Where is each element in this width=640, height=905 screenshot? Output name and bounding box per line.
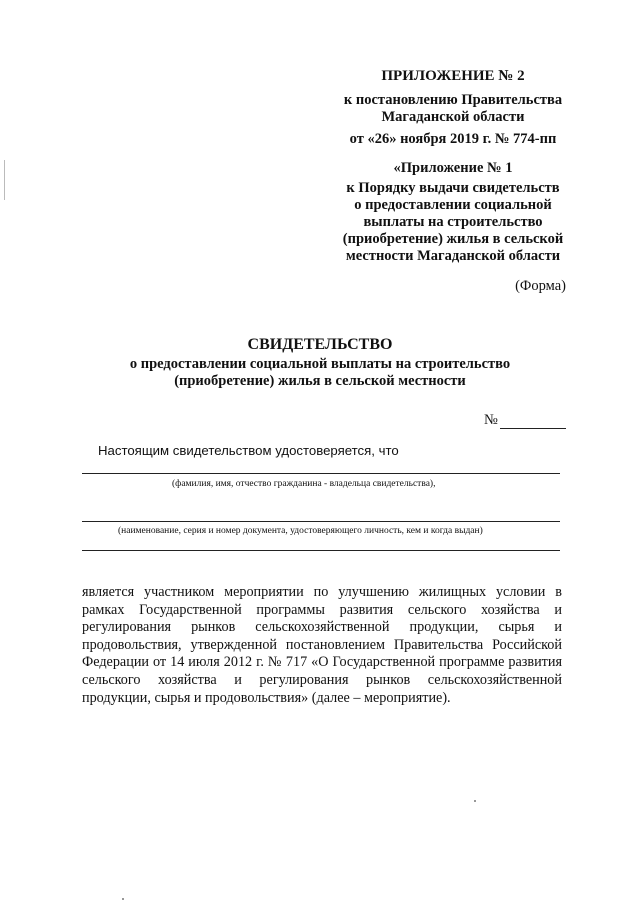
identity-document-caption: (наименование, серия и номер документа, удостоверяющего личность, кем и когда выдан) — [118, 526, 483, 536]
resolution-line-2: Магаданской области — [381, 109, 525, 125]
form-label: (Форма) — [515, 278, 566, 294]
body-paragraph — [82, 584, 562, 707]
appendix1-title: «Приложение № 1 — [393, 160, 513, 176]
appendix1-line-5: местности Магаданской области — [345, 248, 561, 264]
appendix1-line-3: выплаты на строительство — [363, 214, 543, 230]
scan-edge-mark — [4, 160, 5, 200]
certificate-subtitle-1: о предоставлении социальной выплаты на строительство — [129, 356, 511, 372]
holder-name-value — [84, 455, 558, 471]
appendix-title: ПРИЛОЖЕНИЕ № 2 — [381, 68, 525, 84]
identity-document-line[interactable] — [82, 521, 560, 522]
certificate-subtitle-2: (приобретение) жилья в сельской местности — [174, 373, 466, 389]
certificate-title: СВИДЕТЕЛЬСТВО — [247, 336, 393, 353]
scan-speck — [122, 898, 124, 900]
identity-document-value — [84, 503, 558, 519]
number-label: № — [484, 412, 498, 428]
body-paragraph-text: является участником мероприятии по улучшению жилищных условии в рамках Государственной программы развития сельского хозяйства и регулирования рынков сельскохозяйственной продукции, сырья и продовольствия, утвержденной постановлением Правительства Российской Федерации от 14 июля 2012 г. № 717 «О Государственной программе развития сельского хозяйства и регулирования рынков сельскохозяйственной продукции, сырья и продовольствия» (далее – мероприятие). — [82, 584, 562, 706]
intro-text: Настоящим свидетельством удостоверяется, что — [98, 443, 399, 458]
holder-name-line[interactable] — [82, 473, 560, 474]
resolution-line-1: к постановлению Правительства — [343, 92, 563, 108]
number-input-line[interactable] — [500, 428, 566, 429]
appendix1-line-2: о предоставлении социальной — [354, 197, 552, 213]
identity-document-line-2[interactable] — [82, 550, 560, 551]
scan-speck — [474, 800, 476, 802]
holder-name-caption: (фамилия, имя, отчество гражданина - владельца свидетельства), — [172, 479, 436, 489]
appendix1-line-4: (приобретение) жилья в сельской — [342, 231, 564, 247]
appendix1-line-1: к Порядку выдачи свидетельств — [346, 180, 560, 196]
resolution-date: от «26» ноября 2019 г. № 774-пп — [349, 131, 557, 147]
